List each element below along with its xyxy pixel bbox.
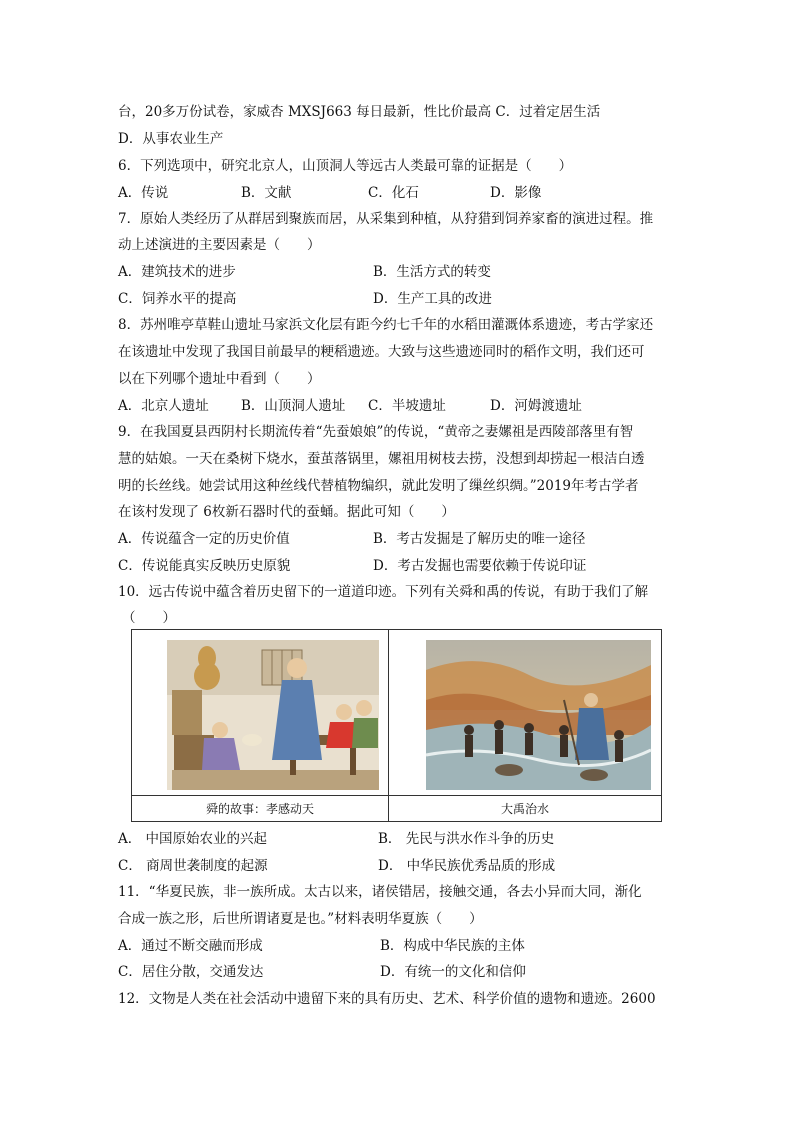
q9-option-a: A．传说蕴含一定的历史价值	[118, 531, 290, 547]
q6-option-a: A．传说	[118, 185, 169, 201]
shun-story-illustration	[132, 630, 388, 795]
question-8-line3: 以在下列哪个遗址中看到（ ）	[118, 371, 321, 387]
image-table	[131, 629, 662, 822]
caption-row	[132, 795, 661, 822]
q7-option-d: D．生产工具的改进	[373, 291, 492, 307]
q11-option-a: A．通过不断交融而形成	[118, 938, 263, 954]
q6-option-c: C．化石	[368, 185, 419, 201]
image-cell-shun	[132, 630, 389, 795]
q7-option-a: A．建筑技术的进步	[118, 264, 236, 280]
q10-option-d: D． 中华民族优秀品质的形成	[378, 858, 556, 874]
question-6: 6．下列选项中，研究北京人，山顶洞人等远古人类最可靠的证据是（ ）	[118, 158, 573, 174]
question-9-line3: 明的长丝线。她尝试用这种丝线代替植物编织，就此发明了缫丝织绸。”2019年考古学者	[118, 478, 639, 494]
question-10-line1: 10．远古传说中蕴含着历史留下的一道道印迹。下列有关舜和禹的传说，有助于我们了解	[118, 584, 649, 600]
question-10-line2: （ ）	[122, 610, 176, 626]
q8-option-c: C．半坡遗址	[368, 398, 446, 414]
question-11-line2: 合成一族之形，后世所谓诸夏是也。”材料表明华夏族（ ）	[118, 911, 483, 927]
q6-option-b: B．文献	[241, 185, 292, 201]
question-9-line4: 在该村发现了 6枚新石器时代的蚕蛹。据此可知（ ）	[118, 504, 455, 520]
caption-yu: 大禹治水	[500, 802, 549, 816]
q8-option-a: A．北京人遗址	[118, 398, 209, 414]
q7-option-b: B．生活方式的转变	[373, 264, 491, 280]
question-12-line1: 12．文物是人类在社会活动中遗留下来的具有历史、艺术、科学价值的遗物和遗迹。2600	[118, 991, 656, 1007]
q8-option-d: D．河姆渡遗址	[490, 398, 582, 414]
line-q5-tail: 台，20多万份试卷，家威杏 MXSJ663 每日最新，性比价最高 C．过着定居生活	[118, 104, 601, 120]
question-9-line1: 9．在我国夏县西阴村长期流传着“先蚕娘娘”的传说，“黄帝之妻嫘祖是西陵部落里有智	[118, 424, 634, 440]
line-q5-option-d: D．从事农业生产	[118, 131, 224, 147]
q7-option-c: C．饲养水平的提高	[118, 291, 237, 307]
q9-option-c: C．传说能真实反映历史原貌	[118, 558, 291, 574]
q9-option-b: B．考古发掘是了解历史的唯一途径	[373, 531, 586, 547]
q10-option-a: A． 中国原始农业的兴起	[118, 831, 268, 847]
question-7-line2: 动上述演进的主要因素是（ ）	[118, 237, 321, 253]
q11-option-b: B．构成中华民族的主体	[380, 938, 525, 954]
q8-option-b: B．山顶洞人遗址	[241, 398, 346, 414]
q9-option-d: D．考古发掘也需要依赖于传说印证	[373, 558, 587, 574]
image-cell-yu	[389, 630, 661, 795]
q10-option-c: C． 商周世袭制度的起源	[118, 858, 268, 874]
question-8-line2: 在该遗址中发现了我国目前最早的粳稻遗迹。大致与这些遗迹同时的稻作文明，我们还可	[118, 344, 645, 360]
yu-flood-control-illustration	[389, 630, 661, 795]
question-7-line1: 7．原始人类经历了从群居到聚族而居，从采集到种植，从狩猎到饲养家畜的演进过程。推	[118, 211, 654, 227]
caption-shun: 舜的故事：孝感动天	[132, 796, 389, 822]
q11-option-c: C．居住分散，交通发达	[118, 964, 264, 980]
question-8-line1: 8．苏州唯亭草鞋山遗址马家浜文化层有距今约七千年的水稻田灌溉体系遗迹，考古学家还	[118, 317, 654, 333]
q11-option-d: D．有统一的文化和信仰	[380, 964, 526, 980]
q10-option-b: B． 先民与洪水作斗争的历史	[378, 831, 555, 847]
question-11-line1: 11．“华夏民族，非一族所成。太古以来，诸侯错居，接触交通，各去小异而大同，渐化	[118, 884, 642, 900]
question-9-line2: 慧的姑娘。一天在桑树下烧水，蚕茧落锅里，嫘祖用树枝去捞，没想到却捞起一根洁白透	[118, 451, 645, 467]
q6-option-d: D．影像	[490, 185, 542, 201]
